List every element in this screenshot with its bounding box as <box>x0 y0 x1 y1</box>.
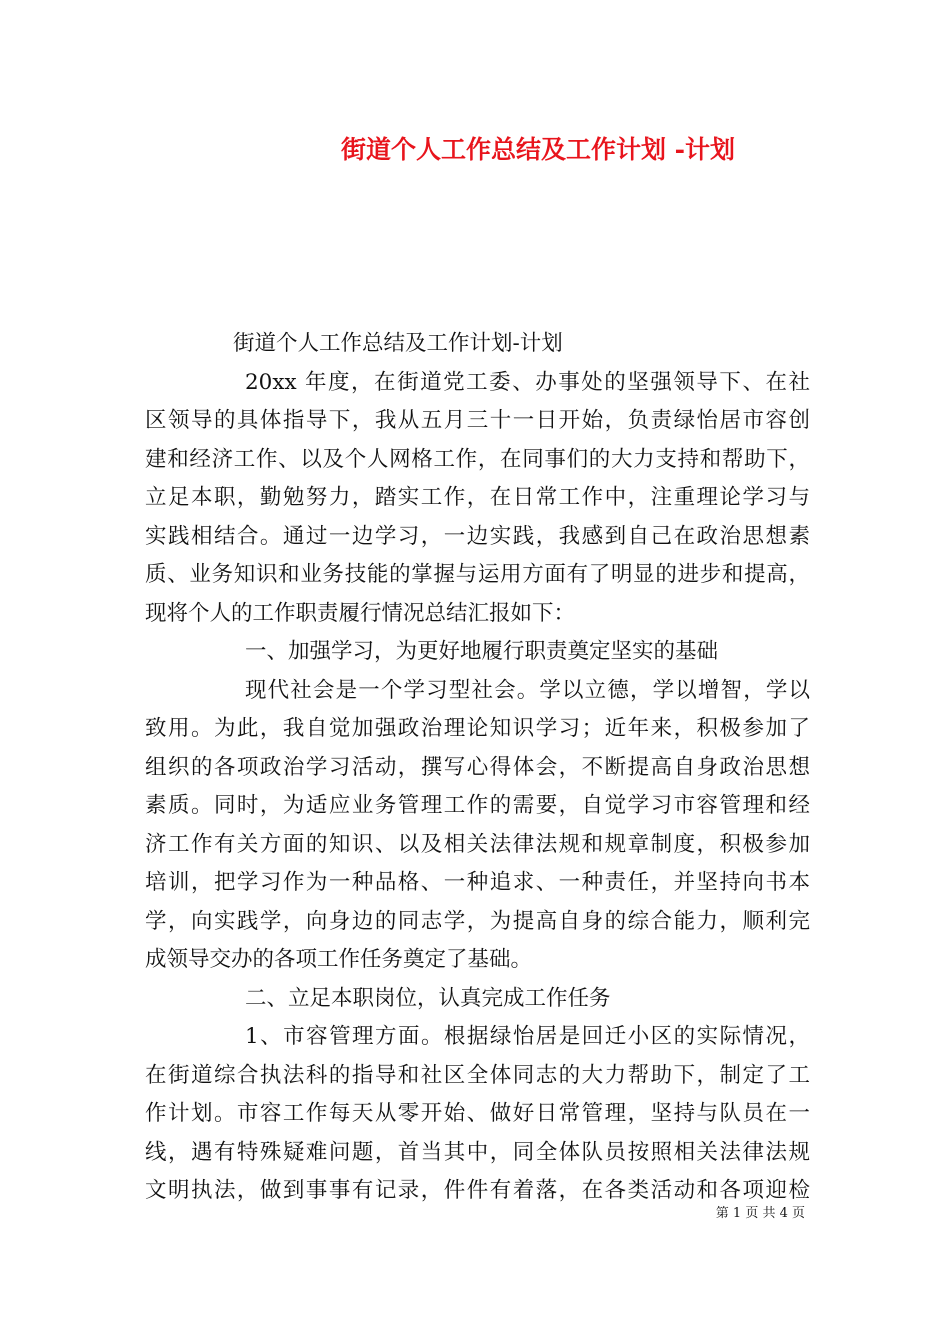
text-line: 现代社会是一个学习型社会。学以立德，学以增智，学以 <box>245 677 810 703</box>
text-line: 20xx 年度，在街道党工委、办事处的坚强领导下、在社 <box>245 369 810 395</box>
text-line: 现将个人的工作职责履行情况总结汇报如下： <box>145 600 576 626</box>
text-line: 文明执法，做到事事有记录，件件有着落，在各类活动和各项迎检 <box>145 1178 810 1203</box>
document-title: 街道个人工作总结及工作计划 -计划 <box>340 135 736 164</box>
text-line: 济工作有关方面的知识、以及相关法律法规和规章制度，积极参加 <box>145 831 810 857</box>
text-line: 实践相结合。通过一边学习，一边实践，我感到自己在政治思想素 <box>145 523 810 549</box>
document-body <box>145 325 810 1211</box>
text-line: 培训，把学习作为一种品格、一种追求、一种责任，并坚持向书本 <box>145 870 810 895</box>
page-number: 第 1 页 共 4 页 <box>715 1206 805 1221</box>
text-line: 建和经济工作、以及个人网格工作，在同事们的大力支持和帮助下， <box>145 446 810 472</box>
text-line: 一、加强学习，为更好地履行职责奠定坚实的基础 <box>245 639 719 664</box>
text-line: 组织的各项政治学习活动，撰写心得体会，不断提高自身政治思想 <box>145 754 810 780</box>
text-line: 在街道综合执法科的指导和社区全体同志的大力帮助下，制定了工 <box>145 1062 810 1088</box>
text-line: 街道个人工作总结及工作计划-计划 <box>233 331 563 356</box>
text-line: 作计划。市容工作每天从零开始、做好日常管理，坚持与队员在一 <box>145 1101 810 1126</box>
text-line: 成领导交办的各项工作任务奠定了基础。 <box>145 947 533 972</box>
text-line: 二、立足本职岗位，认真完成工作任务 <box>245 985 611 1011</box>
text-line: 致用。为此，我自觉加强政治理论知识学习；近年来，积极参加了 <box>145 716 810 741</box>
text-line: 线，遇有特殊疑难问题，首当其中，同全体队员按照相关法律法规 <box>145 1139 810 1165</box>
text-line: 区领导的具体指导下，我从五月三十一日开始，负责绿怡居市容创 <box>145 408 810 433</box>
text-line: 素质。同时，为适应业务管理工作的需要，自觉学习市容管理和经 <box>145 793 810 818</box>
text-line: 质、业务知识和业务技能的掌握与运用方面有了明显的进步和提高， <box>145 562 810 587</box>
text-line: 学，向实践学，向身边的同志学，为提高自身的综合能力，顺利完 <box>145 908 810 934</box>
text-line: 1、市容管理方面。根据绿怡居是回迁小区的实际情况， <box>245 1024 810 1049</box>
text-line: 立足本职，勤勉努力，踏实工作，在日常工作中，注重理论学习与 <box>145 485 810 510</box>
